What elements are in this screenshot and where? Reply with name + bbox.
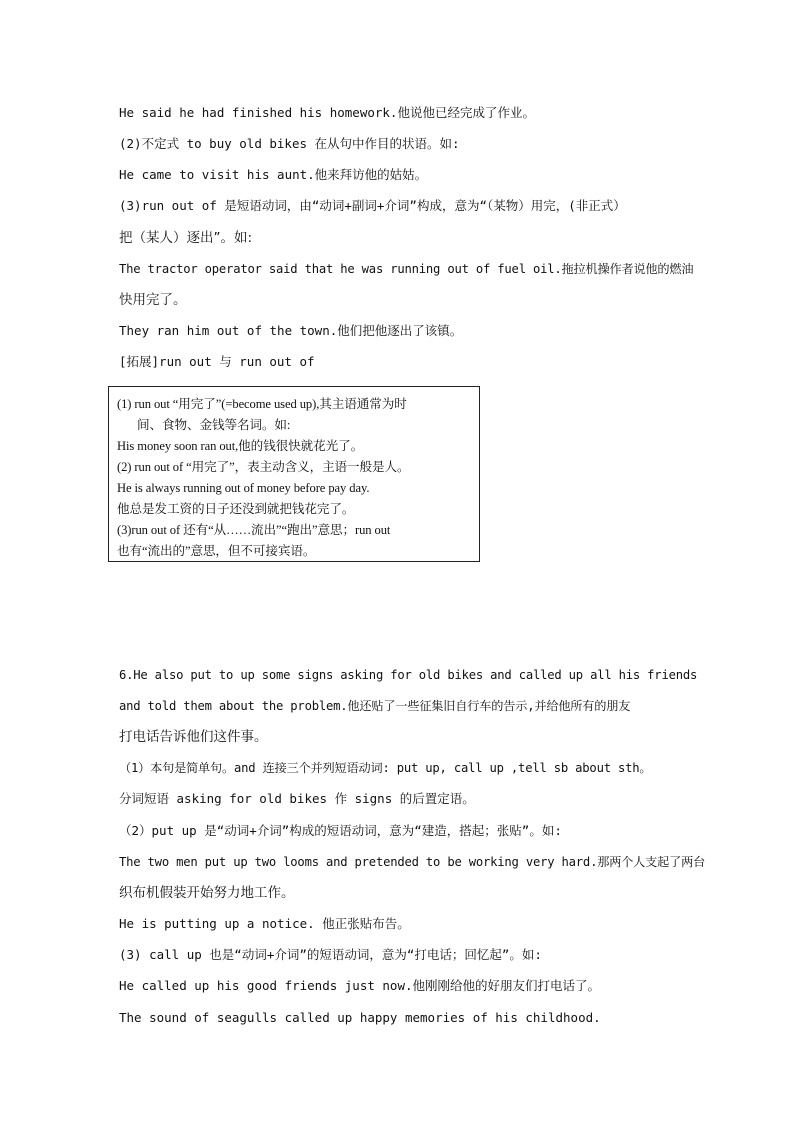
box-line: His money soon ran out,他的钱很快就花光了。 bbox=[117, 439, 364, 453]
box-line: (1) run out “用完了”(=become used up),其主语通常为时 bbox=[117, 397, 407, 411]
text-line: (3)run out of 是短语动词，由“动词+副词+介词”构成，意为“（某物）用完，(非正式） bbox=[119, 198, 626, 213]
text-line: 分词短语 asking for old bikes 作 signs 的后置定语。 bbox=[119, 791, 475, 806]
text-line: [拓展]run out 与 run out of bbox=[119, 354, 315, 369]
box-line: (3)run out of 还有“从……流出”“跑出”意思；run out bbox=[117, 523, 391, 537]
text-line: They ran him out of the town.他们把他逐出了该镇。 bbox=[119, 323, 463, 338]
note-box bbox=[108, 386, 480, 562]
text-line: He came to visit his aunt.他来拜访他的姑姑。 bbox=[119, 167, 428, 182]
box-line: (2) run out of “用完了”，表主动含义，主语一般是人。 bbox=[117, 460, 410, 474]
text-line: The tractor operator said that he was running out of fuel oil.拖拉机操作者说他的燃油 bbox=[119, 262, 694, 276]
text-line: The sound of seagulls called up happy memories of his childhood. bbox=[119, 1010, 601, 1025]
text-line: （1）本句是简单句。and 连接三个并列短语动词: put up, call up ,tell sb about sth。 bbox=[119, 761, 652, 775]
text-line: （2）put up 是“动词+介词”构成的短语动词，意为“建造，搭起；张贴”。如: bbox=[119, 823, 562, 838]
text-line: (2)不定式 to buy old bikes 在从句中作目的状语。如: bbox=[119, 136, 460, 151]
text-line: The two men put up two looms and pretended to be working very hard.那两个人支起了两台 bbox=[119, 855, 706, 869]
box-line: 他总是发工资的日子还没到就把钱花完了。 bbox=[117, 502, 355, 516]
text-line: (3) call up 也是“动词+介词”的短语动词，意为“打电话；回忆起”。如: bbox=[119, 947, 542, 962]
box-line: He is always running out of money before pay day. bbox=[117, 481, 370, 495]
box-line: 间、食物、金钱等名词。如: bbox=[137, 418, 291, 432]
text-line: 打电话告诉他们这件事。 bbox=[119, 729, 268, 745]
text-line: 把（某人）逐出”。如: bbox=[119, 230, 253, 246]
text-line: 织布机假装开始努力地工作。 bbox=[119, 885, 295, 901]
text-line: He is putting up a notice. 他正张贴布告。 bbox=[119, 916, 410, 931]
text-line: 快用完了。 bbox=[119, 292, 187, 308]
text-line: 6.He also put to up some signs asking for old bikes and called up all his friends bbox=[119, 668, 698, 682]
box-line: 也有“流出的”意思，但不可接宾语。 bbox=[117, 544, 316, 558]
text-line: He said he had finished his homework.他说他已经完成了作业。 bbox=[119, 105, 535, 120]
text-line: and told them about the problem.他还贴了一些征集旧自行车的告示,并给他所有的朋友 bbox=[119, 699, 631, 713]
text-line: He called up his good friends just now.他刚刚给他的好朋友们打电话了。 bbox=[119, 978, 601, 993]
